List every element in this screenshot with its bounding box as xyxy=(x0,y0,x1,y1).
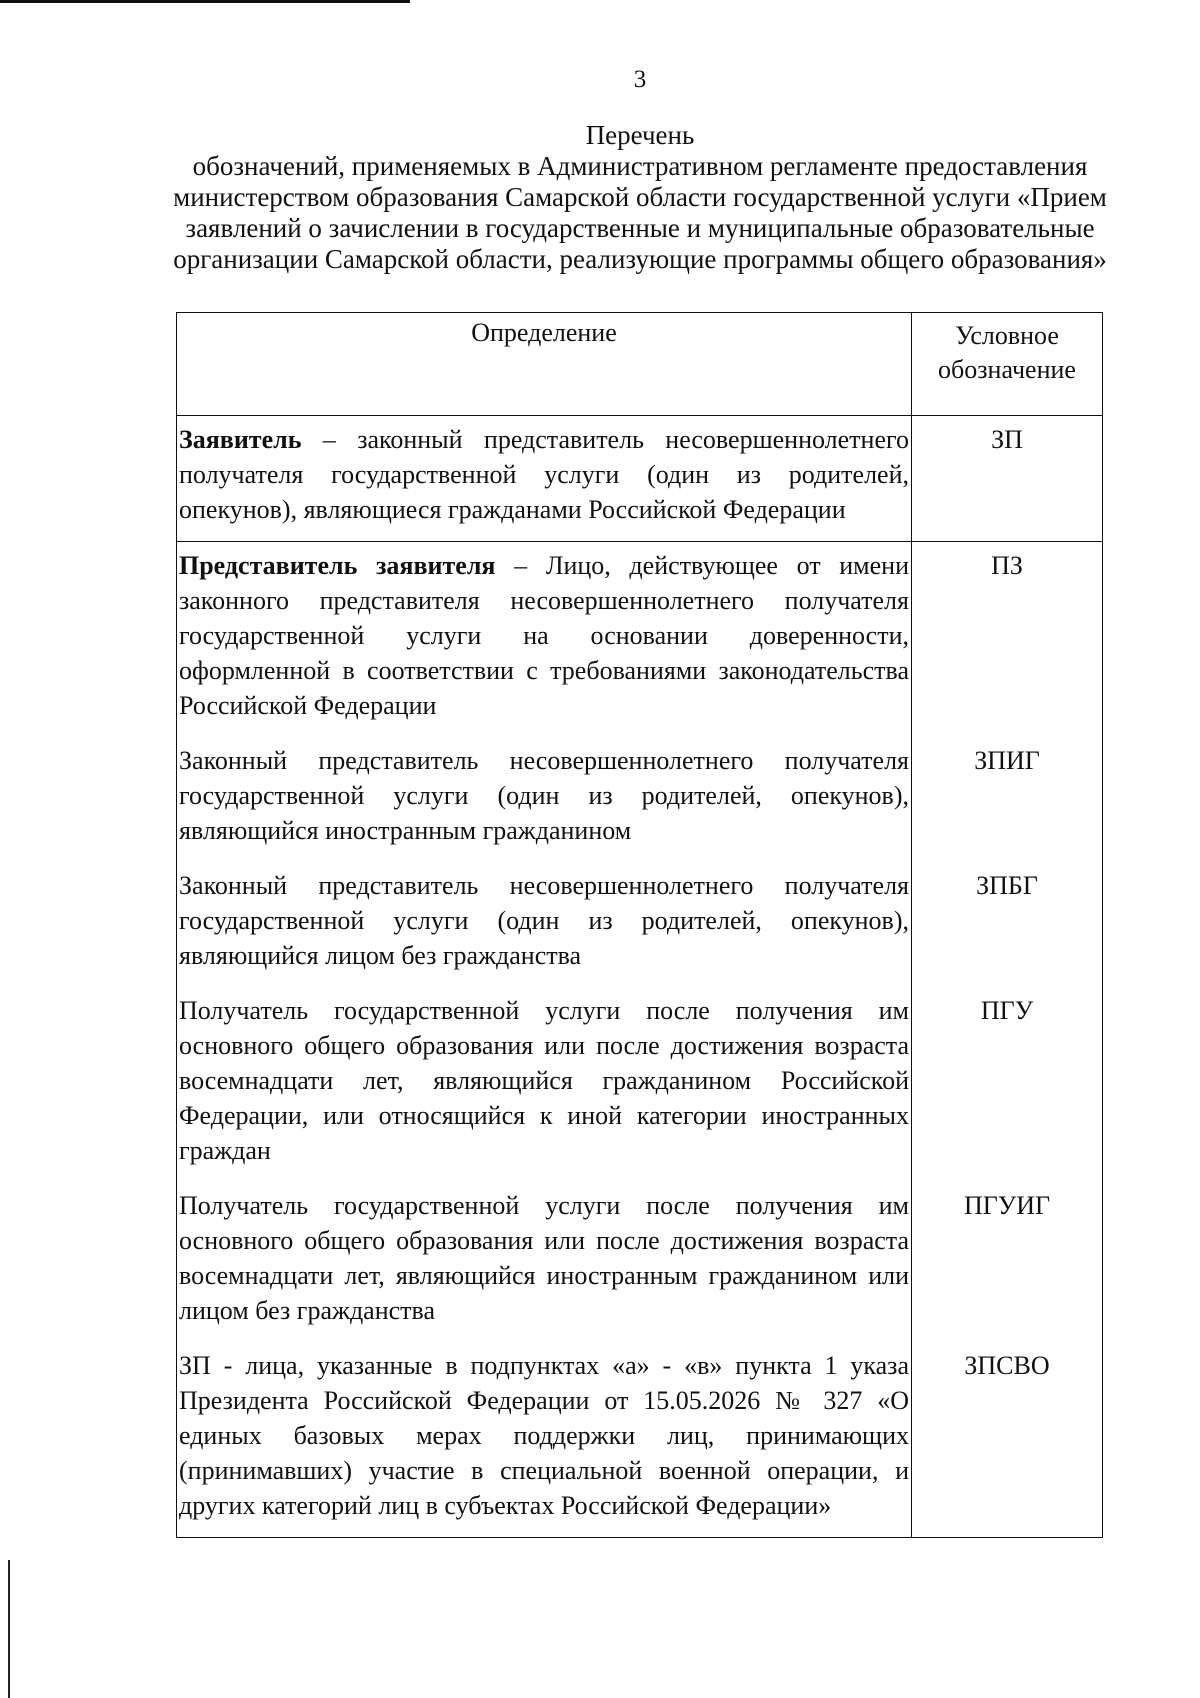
term-label: Представитель заявителя xyxy=(179,551,496,580)
table-row xyxy=(177,416,1103,542)
abbreviation-cell: ПГУ xyxy=(912,987,1103,1182)
definition-cell: ЗП - лица, указанные в подпунктах «а» - «в» пункта 1 указа Президента Российской Федерации от 15.05.2026 № 327 «О единых базовых мерах поддержки лиц, принимающих (принимавших) участие в специальной военной операции, и других категорий лиц в субъектах Российской Федерации» xyxy=(177,1342,912,1538)
abbreviation-cell: ПЗ xyxy=(912,542,1103,738)
definition-cell: Законный представитель несовершеннолетнего получателя государственной услуги (один из родителей, опекунов), являющийся иностранным гражданином xyxy=(177,737,912,862)
scan-border-left xyxy=(8,1560,10,1698)
definition-text: – Лицо, действующее от имени законного представителя несовершеннолетнего получателя государственной услуги на основании доверенности, оформленной в соответствии с требованиями законодательства Российской Федерации xyxy=(179,551,909,720)
table-header-row xyxy=(177,313,1103,416)
header-definition: Определение xyxy=(177,313,912,416)
abbreviation-cell: ЗПСВО xyxy=(912,1342,1103,1538)
abbreviation-cell: ПГУИГ xyxy=(912,1182,1103,1342)
term-label: Заявитель xyxy=(179,425,302,454)
table-row xyxy=(177,1182,1103,1342)
abbreviation-cell: ЗП xyxy=(912,416,1103,542)
abbreviation-cell: ЗПИГ xyxy=(912,737,1103,862)
definition-cell: Получатель государственной услуги после получения им основного общего образования или после достижения возраста восемнадцати лет, являющийся иностранным гражданином или лицом без гражданства xyxy=(177,1182,912,1342)
table-row xyxy=(177,737,1103,862)
table-row xyxy=(177,987,1103,1182)
table-row xyxy=(177,542,1103,738)
definition-cell xyxy=(177,416,912,542)
definition-text: – законный представитель несовершеннолетнего получателя государственной услуги (один из родителей, опекунов), являющиеся гражданами Российской Федерации xyxy=(179,425,909,524)
scan-border-top xyxy=(0,0,410,3)
definition-cell xyxy=(177,542,912,738)
title-subheading: обозначений, применяемых в Административном регламенте предоставления министерством образования Самарской области государственной услуги «Прием заявлений о зачислении в государственные и муниципальные образовательные организации Самарской области, реализующие программы общего образования» xyxy=(173,151,1107,274)
document-title xyxy=(170,120,1110,275)
definition-cell: Законный представитель несовершеннолетнего получателя государственной услуги (один из родителей, опекунов), являющийся лицом без гражданства xyxy=(177,862,912,987)
page-number: 3 xyxy=(633,66,647,93)
table-row xyxy=(177,862,1103,987)
abbreviations-table xyxy=(176,312,1103,1538)
table-row xyxy=(177,1342,1103,1538)
definition-cell: Получатель государственной услуги после получения им основного общего образования или после достижения возраста восемнадцати лет, являющийся гражданином Российской Федерации, или относящийся к иной категории иностранных граждан xyxy=(177,987,912,1182)
abbreviation-cell: ЗПБГ xyxy=(912,862,1103,987)
header-abbreviation: Условное обозначение xyxy=(912,313,1103,416)
title-heading: Перечень xyxy=(585,120,695,150)
